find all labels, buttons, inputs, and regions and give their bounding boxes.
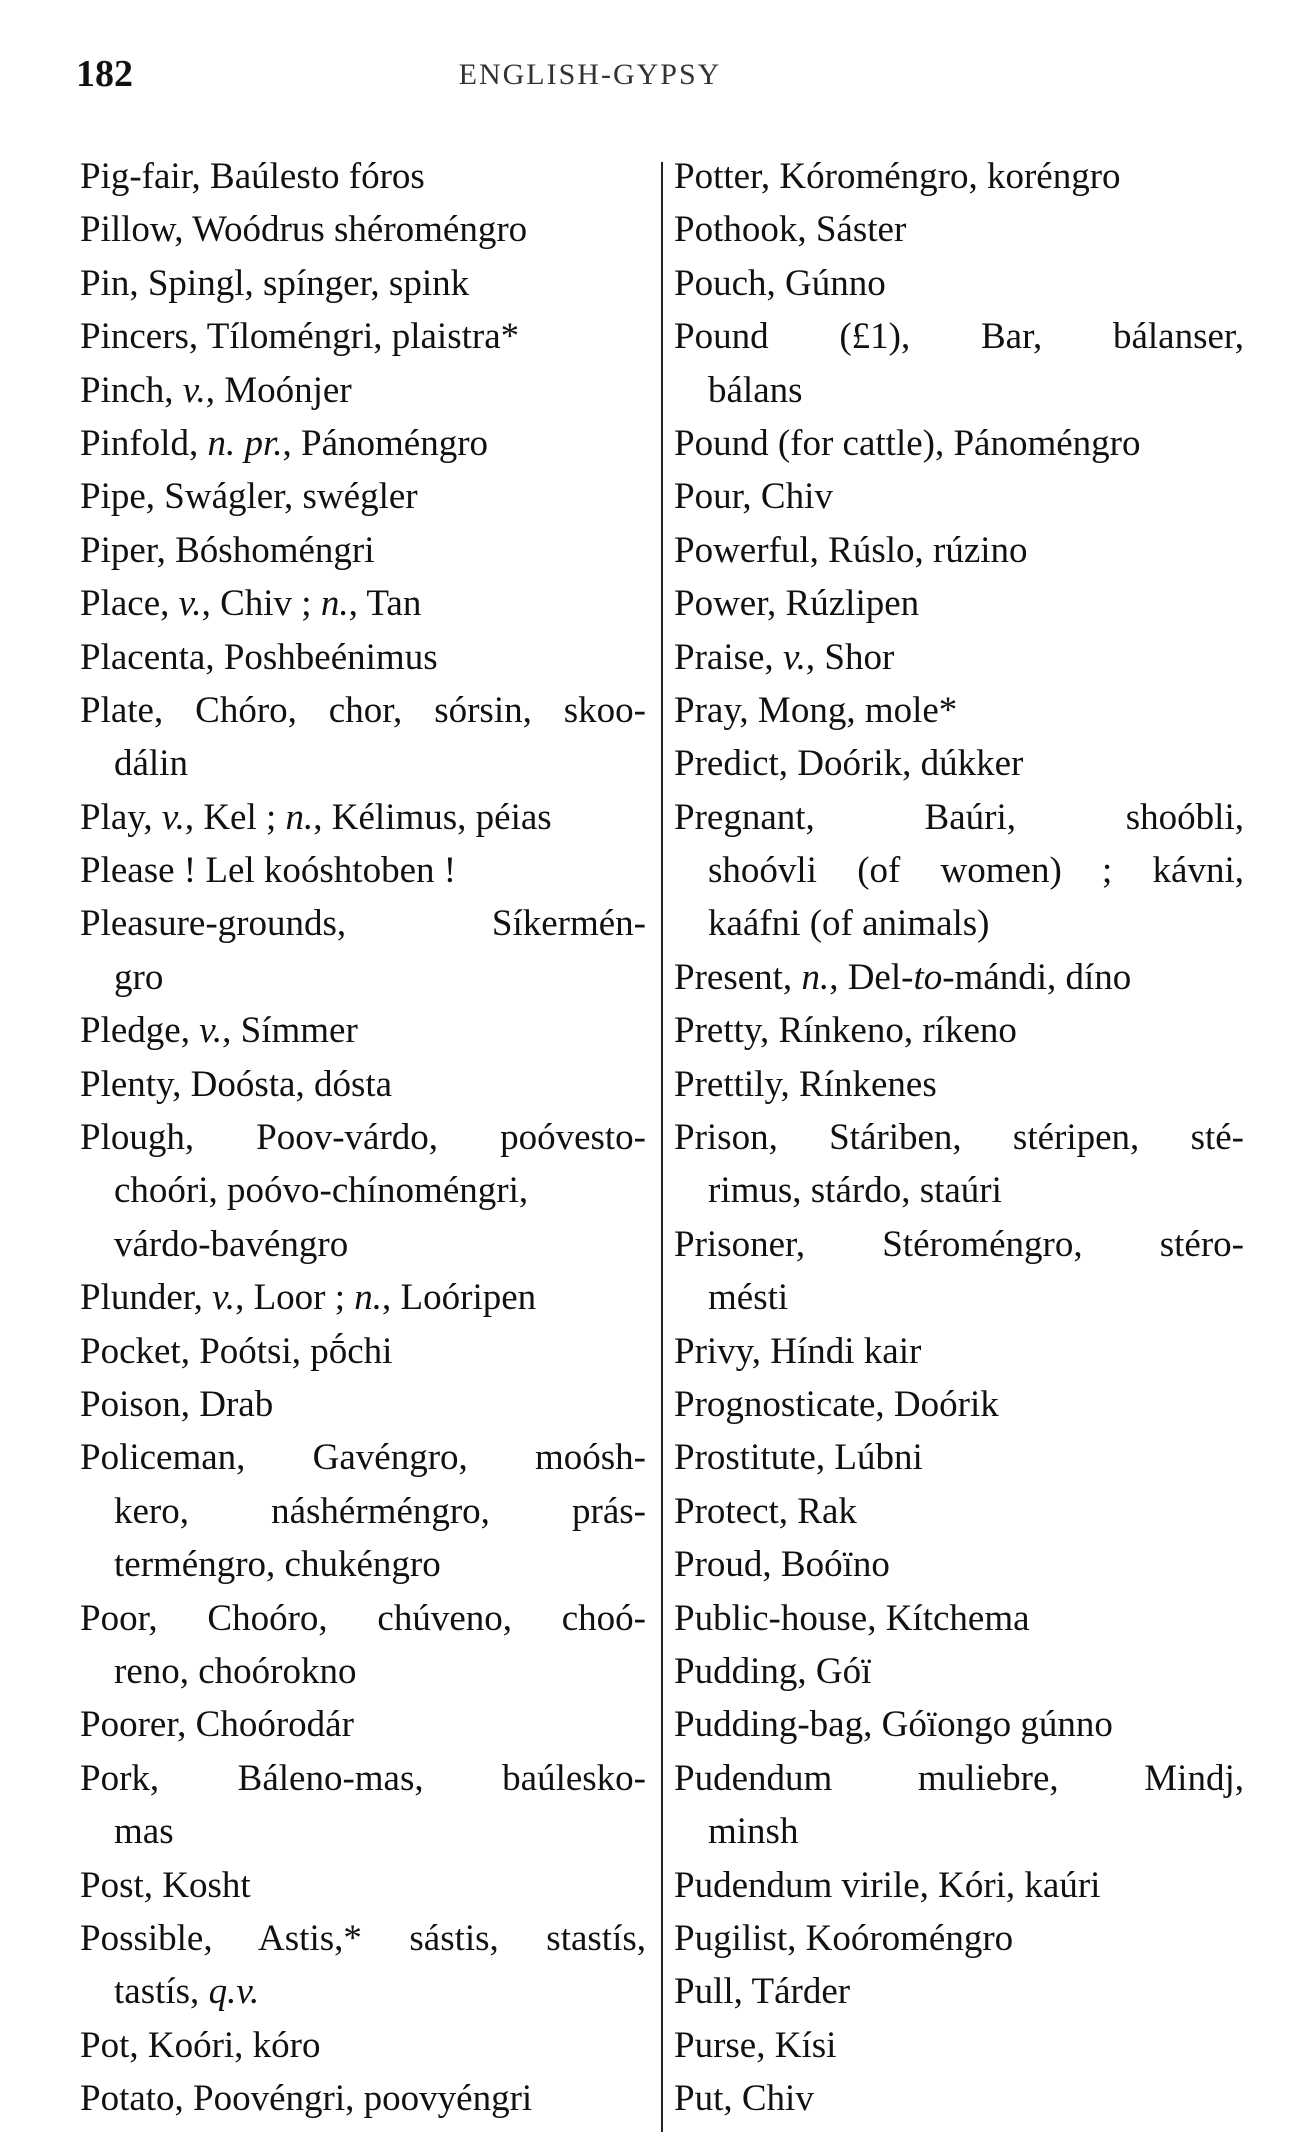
entry-text: mésti	[708, 1277, 789, 1319]
entry-text: kaáfni (of animals)	[708, 903, 990, 945]
entry-line	[80, 1752, 646, 1805]
entry-line	[674, 1645, 1244, 1698]
entry-text: -mándi, díno	[942, 956, 1132, 998]
entry-text: , Tan	[348, 583, 422, 625]
entry-text: gro	[114, 956, 164, 998]
entry-text: Poorer, Choórodár	[80, 1704, 354, 1746]
entry-text: dálin	[114, 743, 188, 785]
dictionary-entry	[80, 203, 646, 256]
entry-line	[674, 1698, 1244, 1751]
entry-line	[80, 2019, 646, 2072]
dictionary-entry	[80, 791, 646, 844]
entry-continuation-line	[80, 1218, 646, 1271]
entry-line	[80, 577, 646, 630]
entry-text: Protect, Rak	[674, 1490, 857, 1532]
italic-abbreviation: v.	[199, 1010, 223, 1052]
entry-text: , Shor	[805, 636, 895, 678]
entry-text: , Símmer	[222, 1010, 358, 1052]
entry-continuation-line	[674, 897, 1244, 950]
entry-text: , Loóripen	[382, 1277, 537, 1319]
entry-continuation-line	[80, 1538, 646, 1591]
dictionary-entry	[674, 524, 1244, 577]
dictionary-entry	[80, 1378, 646, 1431]
entry-text: Pound (£1), Bar, bálanser,	[674, 316, 1244, 358]
entry-line	[674, 417, 1244, 470]
entry-line	[674, 1965, 1244, 2018]
dictionary-entry	[80, 684, 646, 791]
entry-text: reno, choórokno	[114, 1650, 357, 1692]
dictionary-entry	[674, 1325, 1244, 1378]
dictionary-entry	[674, 310, 1244, 417]
entry-text: Pot, Koóri, kóro	[80, 2024, 321, 2066]
dictionary-entry	[674, 1538, 1244, 1591]
dictionary-entry	[80, 1912, 646, 2019]
entry-text: Possible, Astis,* sástis, stastís,	[80, 1917, 646, 1959]
entry-text: Please ! Lel koóshtoben !	[80, 850, 457, 892]
italic-abbreviation: n. pr.	[207, 422, 283, 464]
entry-text: Pudendum muliebre, Mindj,	[674, 1757, 1244, 1799]
dictionary-entry	[80, 1859, 646, 1912]
dictionary-entry	[80, 1698, 646, 1751]
entry-text: Pudendum virile, Kóri, kaúri	[674, 1864, 1101, 1906]
entry-text: Pray, Mong, mole*	[674, 689, 958, 731]
entry-line	[80, 1058, 646, 1111]
dictionary-entry	[674, 257, 1244, 310]
entry-line	[674, 524, 1244, 577]
entry-text: Privy, Híndi kair	[674, 1330, 922, 1372]
dictionary-entry	[80, 897, 646, 1004]
entry-continuation-line	[80, 1805, 646, 1858]
entry-text: Poor, Choóro, chúveno, choó-	[80, 1597, 646, 1639]
dictionary-entry	[80, 257, 646, 310]
dictionary-entry	[674, 1004, 1244, 1057]
entry-text: Potato, Poovéngri, poovyéngri	[80, 2078, 533, 2120]
entry-line	[80, 1431, 646, 1484]
right-column	[674, 150, 1244, 2125]
dictionary-entry	[674, 1859, 1244, 1912]
entry-text: , Chiv ;	[201, 583, 321, 625]
entry-line	[80, 1698, 646, 1751]
dictionary-entry	[674, 1965, 1244, 2018]
entry-text: Pretty, Rínkeno, ríkeno	[674, 1010, 1017, 1052]
entry-text: kero, náshérméngro, prás-	[114, 1490, 646, 1532]
dictionary-entry	[80, 470, 646, 523]
entry-line	[674, 150, 1244, 203]
entry-text: Prognosticate, Doórik	[674, 1383, 999, 1425]
entry-continuation-line	[80, 951, 646, 1004]
dictionary-entry	[674, 577, 1244, 630]
column-divider	[661, 162, 663, 2132]
entry-text: Pull, Tárder	[674, 1971, 851, 2013]
entry-text: mas	[114, 1811, 174, 1853]
entry-text: Praise,	[674, 636, 783, 678]
dictionary-entry	[674, 2019, 1244, 2072]
entry-continuation-line	[80, 1645, 646, 1698]
italic-abbreviation: n.	[285, 796, 314, 838]
entry-text: Pinch,	[80, 369, 183, 411]
entry-text: Pillow, Woódrus shéroméngro	[80, 209, 528, 251]
entry-continuation-line	[80, 1164, 646, 1217]
entry-line	[674, 631, 1244, 684]
dictionary-entry	[674, 1752, 1244, 1859]
entry-line	[674, 1058, 1244, 1111]
entry-text: terméngro, chukéngro	[114, 1544, 441, 1586]
entry-line	[80, 1592, 646, 1645]
italic-abbreviation: v.	[161, 796, 185, 838]
entry-text: Prettily, Rínkenes	[674, 1063, 937, 1105]
entry-line	[674, 1378, 1244, 1431]
dictionary-entry	[80, 1271, 646, 1324]
dictionary-entry	[80, 1004, 646, 1057]
dictionary-entry	[674, 2072, 1244, 2125]
dictionary-entry	[674, 1218, 1244, 1325]
entry-line	[674, 1111, 1244, 1164]
entry-line	[80, 631, 646, 684]
entry-text: , Kel ;	[184, 796, 286, 838]
entry-line	[674, 951, 1244, 1004]
entry-text: Policeman, Gavéngro, moósh-	[80, 1437, 646, 1479]
entry-line	[674, 2072, 1244, 2125]
dictionary-entry	[674, 1698, 1244, 1751]
entry-text: Pocket, Poótsi, pṓchi	[80, 1330, 393, 1372]
dictionary-entry	[80, 1592, 646, 1699]
italic-abbreviation: n.	[801, 956, 830, 998]
italic-abbreviation: v.	[782, 636, 806, 678]
entry-line	[80, 1912, 646, 1965]
entry-line	[674, 1538, 1244, 1591]
italic-abbreviation: n.	[320, 583, 349, 625]
entry-text: Plate, Chóro, chor, sórsin, skoo-	[80, 689, 646, 731]
entry-text: Proud, Boóïno	[674, 1544, 890, 1586]
entry-text: Prisoner, Stéroméngro, stéro-	[674, 1223, 1244, 1265]
entry-text: Pregnant, Baúri, shoóbli,	[674, 796, 1244, 838]
entry-line	[80, 2072, 646, 2125]
dictionary-entry	[80, 1325, 646, 1378]
dictionary-entry	[80, 631, 646, 684]
entry-continuation-line	[80, 1965, 646, 2018]
entry-line	[80, 417, 646, 470]
dictionary-entry	[674, 417, 1244, 470]
entry-text: Place,	[80, 583, 179, 625]
entry-text: Pound (for cattle), Pánoméngro	[674, 422, 1141, 464]
entry-text: Piper, Bóshoméngri	[80, 529, 375, 571]
dictionary-entry	[674, 951, 1244, 1004]
entry-continuation-line	[674, 1164, 1244, 1217]
entry-line	[674, 1218, 1244, 1271]
dictionary-entry	[80, 844, 646, 897]
entry-text: shoóvli (of women) ; kávni,	[708, 850, 1244, 892]
entry-line	[674, 737, 1244, 790]
entry-line	[674, 1325, 1244, 1378]
dictionary-entry	[80, 1752, 646, 1859]
entry-continuation-line	[674, 1805, 1244, 1858]
entry-text: , Moónjer	[205, 369, 352, 411]
entry-line	[80, 310, 646, 363]
dictionary-entry	[80, 2072, 646, 2125]
entry-line	[674, 2019, 1244, 2072]
entry-text: Pipe, Swágler, swégler	[80, 476, 418, 518]
entry-text: Prostitute, Lúbni	[674, 1437, 923, 1479]
entry-text: , Del-	[829, 956, 914, 998]
dictionary-entry	[674, 150, 1244, 203]
entry-line	[80, 1004, 646, 1057]
entry-text: Pork, Báleno-mas, baúlesko-	[80, 1757, 646, 1799]
dictionary-entry	[674, 1378, 1244, 1431]
entry-line	[674, 310, 1244, 363]
entry-text: Pig-fair, Baúlesto fóros	[80, 156, 425, 197]
entry-text: Pour, Chiv	[674, 476, 833, 518]
entry-line	[674, 1752, 1244, 1805]
italic-abbreviation: n.	[354, 1277, 383, 1319]
entry-line	[674, 470, 1244, 523]
dictionary-entry	[674, 1592, 1244, 1645]
entry-text: , Loor ;	[235, 1277, 355, 1319]
entry-text: Plough, Poov-várdo, poóvesto-	[80, 1117, 646, 1159]
entry-line	[80, 203, 646, 256]
entry-continuation-line	[80, 1485, 646, 1538]
dictionary-entry	[674, 631, 1244, 684]
dictionary-entry	[80, 1058, 646, 1111]
dictionary-entry	[674, 203, 1244, 256]
entry-text: Powerful, Rúslo, rúzino	[674, 529, 1028, 571]
entry-line	[674, 1004, 1244, 1057]
entry-text: bálans	[708, 369, 803, 411]
entry-text: Pin, Spingl, spínger, spink	[80, 262, 470, 304]
page-number: 182	[76, 53, 133, 95]
entry-line	[674, 791, 1244, 844]
dictionary-entry	[80, 150, 646, 203]
entry-line	[674, 1485, 1244, 1538]
entry-line	[80, 1378, 646, 1431]
entry-continuation-line	[674, 1271, 1244, 1324]
italic-abbreviation: v.	[212, 1277, 236, 1319]
entry-text: , Kélimus, péias	[313, 796, 552, 838]
entry-line	[80, 791, 646, 844]
entry-text: Post, Kosht	[80, 1864, 251, 1906]
entry-line	[674, 257, 1244, 310]
entry-line	[80, 364, 646, 417]
dictionary-entry	[674, 737, 1244, 790]
entry-line	[80, 897, 646, 950]
dictionary-entry	[80, 2019, 646, 2072]
entry-text: Plenty, Doósta, dósta	[80, 1063, 393, 1105]
entry-continuation-line	[80, 737, 646, 790]
entry-text: Purse, Kísi	[674, 2024, 837, 2066]
italic-abbreviation: v.	[182, 369, 206, 411]
entry-line	[80, 1271, 646, 1324]
dictionary-entry	[674, 1912, 1244, 1965]
entry-text: Play,	[80, 796, 162, 838]
dictionary-entry	[80, 310, 646, 363]
entry-text: Pothook, Sáster	[674, 209, 907, 251]
entry-text: , Pánoméngro	[282, 422, 489, 464]
entry-line	[80, 1859, 646, 1912]
entry-line	[674, 203, 1244, 256]
entry-line	[674, 577, 1244, 630]
entry-text: Pinfold,	[80, 422, 208, 464]
entry-text: Pudding, Góï	[674, 1650, 872, 1692]
dictionary-entry	[674, 470, 1244, 523]
dictionary-entry	[80, 1111, 646, 1271]
entry-line	[80, 1111, 646, 1164]
entry-line	[674, 684, 1244, 737]
entry-text: Power, Rúzlipen	[674, 583, 920, 625]
dictionary-entry	[674, 1485, 1244, 1538]
entry-line	[674, 1912, 1244, 1965]
entry-text: Pugilist, Koóroméngro	[674, 1917, 1014, 1959]
entry-line	[80, 684, 646, 737]
entry-line	[674, 1592, 1244, 1645]
entry-continuation-line	[674, 844, 1244, 897]
entry-line	[80, 844, 646, 897]
entry-line	[80, 1325, 646, 1378]
dictionary-entry	[674, 1431, 1244, 1484]
left-column	[80, 150, 646, 2125]
italic-abbreviation: to	[913, 956, 943, 998]
entry-text: Present,	[674, 956, 802, 998]
dictionary-entry	[674, 1111, 1244, 1218]
entry-text: rimus, stárdo, staúri	[708, 1170, 1002, 1212]
dictionary-entry	[80, 364, 646, 417]
entry-text: tastís,	[114, 1971, 209, 2013]
entry-text: Pledge,	[80, 1010, 200, 1052]
entry-line	[80, 150, 646, 203]
dictionary-entry	[674, 791, 1244, 951]
entry-text: Pincers, Tíloméngri, plaistra*	[80, 316, 520, 358]
dictionary-entry	[674, 1058, 1244, 1111]
entry-text: Pudding-bag, Góïongo gúnno	[674, 1704, 1113, 1746]
italic-abbreviation: v.	[178, 583, 202, 625]
entry-text: Placenta, Poshbeénimus	[80, 636, 438, 678]
entry-text: Poison, Drab	[80, 1383, 274, 1425]
entry-text: Pleasure-grounds, Síkermén-	[80, 903, 646, 945]
entry-text: Prison, Stáriben, stéripen, sté-	[674, 1117, 1244, 1159]
dictionary-entry	[80, 417, 646, 470]
entry-text: Potter, Kóroméngro, koréngro	[674, 156, 1121, 197]
dictionary-entry	[674, 1645, 1244, 1698]
dictionary-entry	[80, 577, 646, 630]
entry-line	[80, 470, 646, 523]
entry-text: Pouch, Gúnno	[674, 262, 886, 304]
entry-text: choóri, poóvo-chínoméngri,	[114, 1170, 529, 1212]
entry-text: várdo-bavéngro	[114, 1223, 349, 1265]
entry-line	[674, 1859, 1244, 1912]
entry-continuation-line	[674, 364, 1244, 417]
entry-line	[80, 524, 646, 577]
dictionary-entry	[80, 1431, 646, 1591]
entry-text: minsh	[708, 1811, 799, 1853]
entry-text: Put, Chiv	[674, 2078, 814, 2120]
entry-line	[80, 257, 646, 310]
dictionary-entry	[674, 684, 1244, 737]
entry-text: Plunder,	[80, 1277, 213, 1319]
running-title: ENGLISH-GYPSY	[458, 58, 722, 91]
italic-abbreviation: q.v.	[208, 1971, 260, 2013]
entry-line	[674, 1431, 1244, 1484]
dictionary-entry	[80, 524, 646, 577]
entry-text: Public-house, Kítchema	[674, 1597, 1030, 1639]
entry-text: Predict, Doórik, dúkker	[674, 743, 1024, 785]
